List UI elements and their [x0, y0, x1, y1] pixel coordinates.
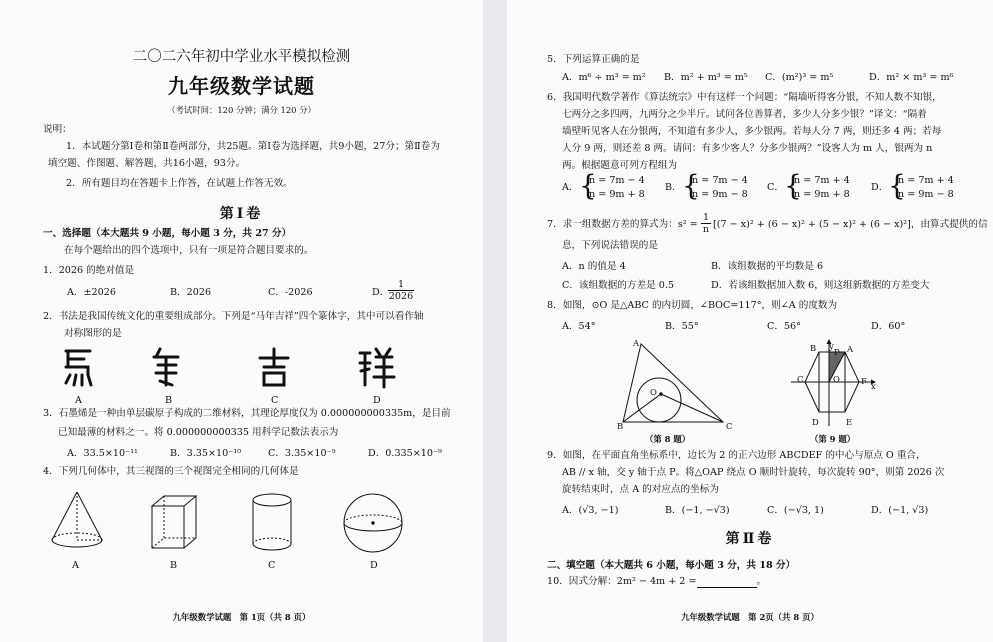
part-1-heading: 一、选择题（本大题共 9 小题，每小题 3 分，共 27 分） [43, 228, 292, 239]
q6-c-brace: { [784, 169, 802, 202]
fig9-label-b: B [810, 343, 817, 353]
q4-label-b: B [170, 560, 178, 571]
q6-a-eq-1: n = 7m − 4 [589, 175, 645, 186]
note-2: 2．所有题目均在答题卡上作答，在试题上作答无效。 [66, 178, 293, 189]
q5-stem: 5．下列运算正确的是 [547, 54, 640, 65]
fig8-label-o: O [650, 387, 657, 397]
q9-option-a: A．(√3, −1) [562, 505, 619, 516]
q3-option-a: A．33.5×10⁻¹¹ [67, 448, 138, 459]
q10-answer-blank[interactable] [697, 577, 757, 588]
seal-glyph-nian-image [148, 345, 184, 389]
q6-c-eq-1: n = 7m + 4 [794, 175, 850, 186]
incircle-triangle-figure [619, 338, 729, 428]
q3-option-c: C．3.35×10⁻⁹ [268, 448, 336, 459]
q6-a-brace: { [579, 169, 597, 202]
q6-a-eq-2: n = 9m + 8 [589, 189, 645, 200]
q6-line-2: 七两分之多四两，九两分之少半斤。试问各位善算者，多少人分多少银？”译文：“隔着 [562, 109, 927, 120]
page-2-footer: 九年级数学试题 第 2页（共 8 页） [681, 612, 819, 622]
q8-option-b: B．55° [665, 321, 699, 332]
fig8-label-c: C [726, 421, 733, 431]
sphere-figure [342, 492, 404, 554]
q7-stem-a: 7．求一组数据方差的算式为：s² = [547, 219, 698, 230]
prism-figure [148, 492, 200, 552]
q10-stem-end: 。 [756, 576, 767, 587]
fig9-label-a: A [847, 344, 854, 354]
page-1-footer: 九年级数学试题 第 1页（共 8 页） [172, 612, 311, 622]
q8-option-d: D．60° [871, 321, 906, 332]
q6-line-5: 两。根据题意可列方程组为 [562, 160, 678, 171]
q1-option-a: A．±2026 [67, 287, 116, 298]
q7-option-d: D．若该组数据加入数 6，则这组新数据的方差变大 [711, 280, 930, 291]
page-gutter [483, 0, 507, 642]
q7-option-a: A．n 的值是 4 [562, 261, 626, 272]
note-1-line-2: 填空题、作图题、解答题，共16小题，93分。 [48, 158, 246, 169]
q3-stem-line-1: 3．石墨烯是一种由单层碳原子构成的二维材料，其理论厚度仅为 0.000000000335m，是目前 [43, 408, 451, 419]
q9-option-d: D．(−1, √3) [871, 505, 929, 516]
exam-subtitle: 九年级数学试题 [168, 74, 315, 98]
q5-option-b: B．m² + m³ = m⁵ [664, 72, 748, 83]
q2-label-a: A [75, 395, 82, 406]
q2-label-b: B [165, 395, 173, 406]
q6-option-b-label: B． [665, 182, 682, 193]
fig9-label-o: O [833, 374, 840, 384]
q9-line-2: AB // x 轴，交 y 轴于点 P。将△OAP 绕点 O 顺时针旋转，每次旋转 90°，则第 2026 次 [562, 467, 945, 478]
q5-option-d: D．m² × m³ = m⁶ [869, 72, 954, 83]
q1-option-c: C．-2026 [268, 287, 313, 298]
fig8-label-a: A [633, 338, 640, 348]
q9-option-b: B．(−1, −√3) [665, 505, 730, 516]
part-1-instruction: 在每个题给出的四个选项中，只有一项是符合题目要求的。 [64, 245, 314, 256]
fig9-label-p: P [834, 347, 840, 357]
q2-stem-line-1: 2．书法是我国传统文化的重要组成部分。下列是“马年吉祥”四个篆体字，其中可以看作轴 [43, 311, 424, 322]
seal-glyph-ji-image [254, 345, 294, 389]
q9-line-3: 旋转结束时，点 A 的对应点的坐标为 [562, 484, 719, 495]
cone-figure [48, 490, 106, 552]
q6-line-3: 墙壁听见客人在分银两，不知道有多少人，多少银两。若每人分 7 两，则还多 4 两；若每 [562, 126, 942, 137]
fig9-label-f: F [861, 376, 867, 386]
q7-option-c: C．该组数据的方差是 0.5 [562, 280, 674, 291]
q6-line-1: 6．我国明代数学著作《算法统宗》中有这样一个问题：“隔墙听得客分银，不知人数不知银， [547, 92, 942, 103]
q1-stem: 1．2026 的绝对值是 [43, 265, 135, 276]
q10-stem [547, 576, 766, 588]
q5-option-a: A．m⁶ ÷ m³ = m² [562, 72, 646, 83]
q6-b-eq-2: n = 9m − 8 [692, 189, 748, 200]
q3-option-b: B．3.35×10⁻¹⁰ [170, 448, 242, 459]
exam-info: （考试时间：120 分钟；满分 120 分） [167, 105, 316, 115]
q4-label-d: D [370, 560, 378, 571]
q1-option-b: B．2026 [170, 287, 212, 298]
q4-stem: 4．下列几何体中，其三视图的三个视图完全相同的几何体是 [43, 466, 299, 477]
q6-d-brace: { [888, 169, 906, 202]
q6-option-d-label: D． [871, 182, 889, 193]
fig9-label-x: x [871, 381, 876, 391]
q10-stem-text: 10．因式分解：2m² − 4m + 2 = [547, 576, 697, 587]
fig8-label-b: B [617, 421, 624, 431]
section-1-title: 第Ⅰ卷 [219, 206, 264, 222]
q6-line-4: 人分 9 两，则还差 8 两。请问：有多少客人？分多少银两？”设客人为 m 人，银两为 n [562, 143, 933, 154]
notes-label: 说明： [43, 124, 72, 135]
q8-option-c: C．56° [767, 321, 801, 332]
exam-title: 二〇二六年初中学业水平模拟检测 [132, 49, 351, 65]
fig8-caption: （第 8 题） [645, 434, 691, 444]
fig9-caption: （第 9 题） [810, 434, 856, 444]
q6-d-eq-2: n = 9m − 8 [898, 189, 954, 200]
exam-page-1 [0, 0, 483, 642]
seal-glyph-xiang-image [356, 345, 398, 389]
q9-line-1: 9．如图，在平面直角坐标系中，边长为 2 的正六边形 ABCDEF 的中心与原点 O 重合， [547, 450, 926, 461]
q9-option-c: C．(−√3, 1) [767, 505, 824, 516]
q5-option-c: C．(m²)³ = m⁵ [765, 72, 834, 83]
q6-b-brace: { [682, 169, 700, 202]
part-2-heading: 二、填空题（本大题共 6 小题，每小题 3 分，共 18 分） [547, 560, 796, 571]
fig9-label-e: E [846, 417, 853, 427]
q1-d-denominator: 2026 [388, 291, 414, 302]
q7-stem-b: [(7 − x)² + (6 − x)² + (5 − x)² + (6 − x)²]，由算式提供的信 [713, 219, 988, 230]
q2-label-d: D [373, 395, 381, 406]
q1-d-numerator: 1 [397, 279, 405, 290]
q6-d-eq-1: n = 7m + 4 [898, 175, 954, 186]
q8-stem: 8．如图，⊙O 是△ABC 的内切圆，∠BOC=117°，则∠A 的度数为 [547, 300, 838, 311]
q6-option-a-label: A． [562, 182, 579, 193]
cylinder-figure [250, 492, 294, 554]
q6-c-eq-2: n = 9m + 8 [794, 189, 850, 200]
q7-frac-den: n [702, 224, 710, 235]
q7-frac-num: 1 [702, 212, 710, 223]
q2-label-c: C [271, 395, 279, 406]
fig9-label-y: y [829, 341, 834, 351]
fig9-label-c: C [797, 374, 804, 384]
q7-line-2: 息，下列说法错误的是 [562, 240, 658, 251]
q1-option-d-label: D． [372, 287, 390, 298]
q6-option-c-label: C． [767, 182, 784, 193]
seal-glyph-ma-image [60, 345, 96, 389]
q4-label-a: A [72, 560, 79, 571]
q1-option-d-fraction [388, 279, 414, 302]
q8-option-a: A．54° [562, 321, 596, 332]
section-2-title: 第Ⅱ卷 [725, 531, 775, 547]
q4-label-c: C [268, 560, 276, 571]
q3-stem-line-2: 已知最薄的材料之一。将 0.000000000335 用科学记数法表示为 [58, 427, 339, 438]
q3-option-d: D．0.335×10⁻⁹ [368, 448, 442, 459]
q7-fraction [701, 212, 711, 235]
note-1-line-1: 1．本试题分第Ⅰ卷和第Ⅱ卷两部分，共25题。第Ⅰ卷为选择题，共9小题，27分；第Ⅱ卷为 [66, 141, 440, 152]
q7-option-b: B．该组数据的平均数是 6 [711, 261, 824, 272]
fig9-label-d: D [812, 417, 819, 427]
q2-stem-line-2: 对称图形的是 [64, 328, 122, 339]
exam-page-2 [507, 0, 993, 642]
q6-b-eq-1: n = 7m − 4 [692, 175, 748, 186]
